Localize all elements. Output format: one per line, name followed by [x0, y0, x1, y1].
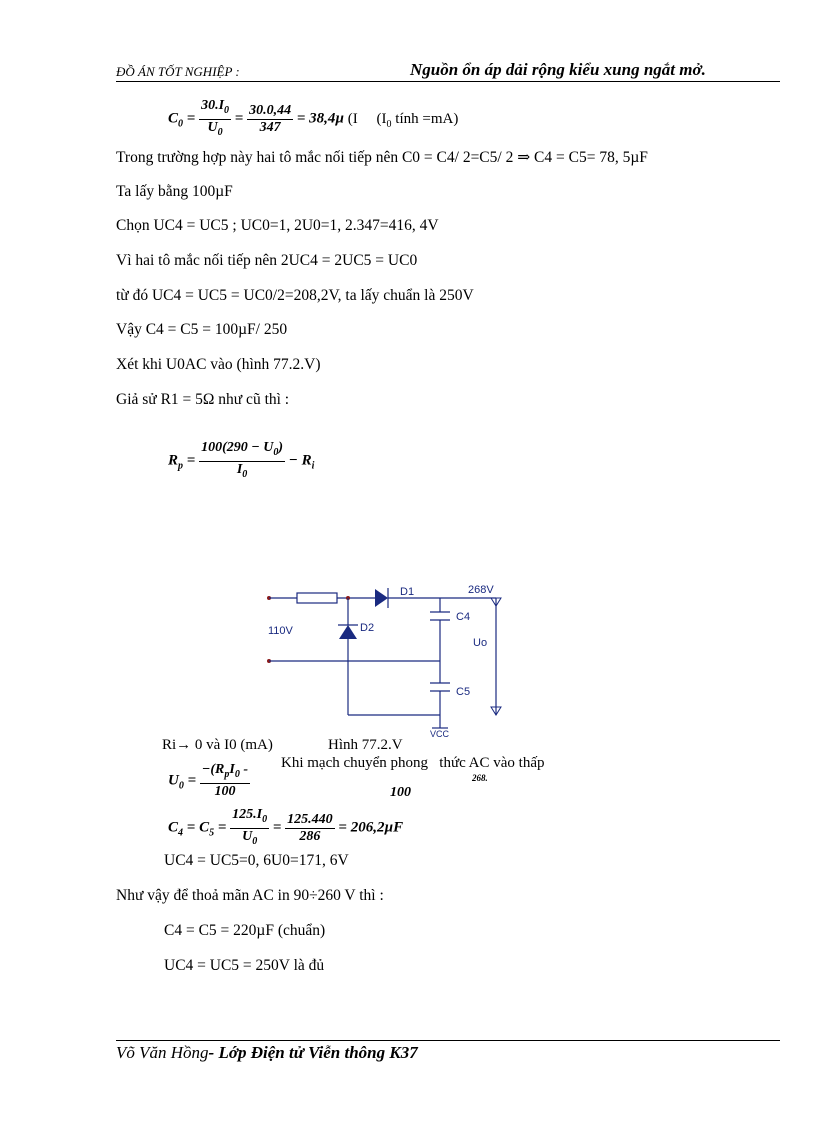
clipped-fraction-fragment: 268. [472, 773, 488, 783]
text-line-2: Ta lấy bằng 100µF [116, 183, 233, 200]
text-line-10: Như vậy để thoả mãn AC in 90÷260 V thì : [116, 887, 384, 904]
header-rule [116, 81, 780, 82]
d1-label: D1 [400, 586, 415, 598]
equation-c4-c5: $C_4 = C_5$ = $\frac{125.I_0}{U_0}$ = $\frac{125.440}{286}$ = 206,2µF [168, 807, 404, 847]
equation-u0-denominator: 100 [390, 785, 411, 800]
text-line-3: Chọn UC4 = UC5 ; UC0=1, 2U0=1, 2.347=416, 4V [116, 217, 439, 234]
header-title: Nguồn ổn áp dải rộng kiểu xung ngắt mở. [410, 60, 706, 79]
equation-u0: $U_0$ = $\frac{-(R_pI_0 -}{100}$ [168, 762, 249, 799]
text-line-12: UC4 = UC5 = 250V là đủ [164, 957, 325, 974]
header-left: ĐỒ ÁN TỐT NGHIỆP : [116, 64, 240, 79]
uo-label: Uo [473, 637, 488, 649]
text-line-9: UC4 = UC5=0, 6U0=171, 6V [164, 852, 349, 869]
vcc-label: VCC [430, 729, 450, 739]
v268-label: 268V [468, 584, 494, 596]
text-line-8: Giả sử R1 = 5Ω như cũ thì : [116, 391, 290, 408]
diode-d1 [375, 589, 388, 607]
footer-rule [116, 1040, 780, 1041]
resistor-r1 [297, 593, 337, 603]
text-line-6: Vậy C4 = C5 = 100µF/ 250 [116, 321, 288, 338]
c5-label: C5 [456, 686, 471, 698]
text-line-7: Xét khi U0AC vào (hình 77.2.V) [116, 356, 321, 373]
caption-left: Ri→ 0 và I0 (mA) [162, 737, 273, 753]
circuit-diagram [260, 578, 520, 743]
footer: Võ Văn Hồng- Lớp Điện tử Viễn thông K37 [116, 1043, 418, 1062]
text-line-11: C4 = C5 = 220µF (chuẩn) [164, 922, 326, 939]
d2-label: D2 [360, 622, 375, 634]
text-line-5: từ đó UC4 = UC5 = UC0/2=208,2V, ta lấy chuẩn là 250V [116, 287, 474, 304]
c4-label: C4 [456, 611, 471, 623]
equation-c0: $C_0$ = $\frac{30.I_0}{U_0}$ = $\frac{30.0,44}{347}$ = 38,4µ (I ($I_0$ tính =mA) [168, 98, 459, 138]
figure-caption: Hình 77.2.V [328, 737, 403, 753]
diode-d2 [339, 625, 357, 639]
text-line-1: Trong trường hợp này hai tô mắc nối tiếp nên C0 = C4/ 2=C5/ 2 ⇒ C4 = C5= 78, 5µF [116, 149, 648, 166]
text-mode-change: Khi mạch chuyển phong thức AC vào thấp [281, 755, 545, 771]
equation-rp: $R_p$ = $\frac{100(290 - U_0)}{I_0}$ − $R_i$ [168, 440, 315, 480]
text-line-4: Vì hai tô mắc nối tiếp nên 2UC4 = 2UC5 = UC0 [116, 252, 418, 269]
v110-label: 110V [268, 625, 293, 637]
